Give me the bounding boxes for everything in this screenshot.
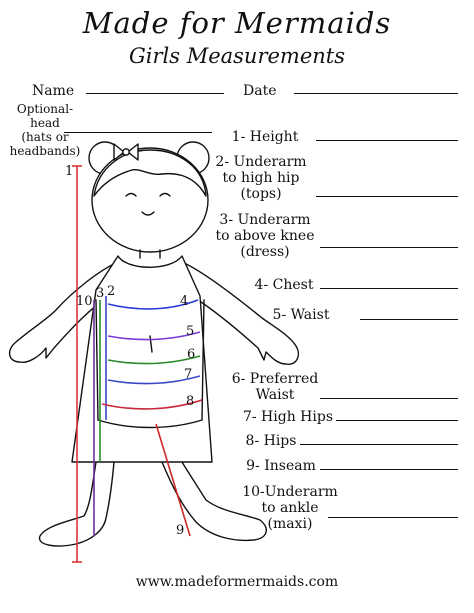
number-6: 6 (187, 347, 196, 362)
label-preferred-waist: 6- Preferred Waist (231, 371, 319, 403)
number-7: 7 (184, 367, 193, 382)
label-chest: 4- Chest (254, 277, 314, 293)
number-5: 5 (186, 324, 195, 339)
number-10: 10 (76, 294, 93, 309)
page-title: Made for Mermaids (82, 6, 392, 40)
page-subtitle: Girls Measurements (129, 44, 345, 68)
label-high-hips: 7- High Hips (242, 409, 334, 425)
label-underarm-high-hip: 2- Underarm to high hip (tops) (215, 154, 307, 202)
number-2: 2 (107, 284, 116, 299)
number-4: 4 (180, 294, 189, 309)
name-label: Name (32, 83, 75, 99)
label-inseam: 9- Inseam (246, 458, 316, 474)
number-9: 9 (176, 523, 185, 538)
hair-bow (123, 149, 129, 155)
footer-url[interactable]: www.madeformermaids.com (135, 574, 339, 590)
date-label: Date (243, 83, 277, 99)
label-underarm-ankle: 10-Underarm to ankle (maxi) (242, 484, 338, 532)
label-height: 1- Height (231, 129, 299, 145)
head-label: Optional- head (hats or headbands) (9, 102, 81, 158)
number-3: 3 (96, 286, 105, 301)
label-hips: 8- Hips (245, 433, 297, 449)
number-1: 1 (65, 164, 74, 179)
label-underarm-knee: 3- Underarm to above knee (dress) (215, 212, 315, 260)
label-waist: 5- Waist (272, 307, 330, 323)
number-8: 8 (186, 394, 195, 409)
